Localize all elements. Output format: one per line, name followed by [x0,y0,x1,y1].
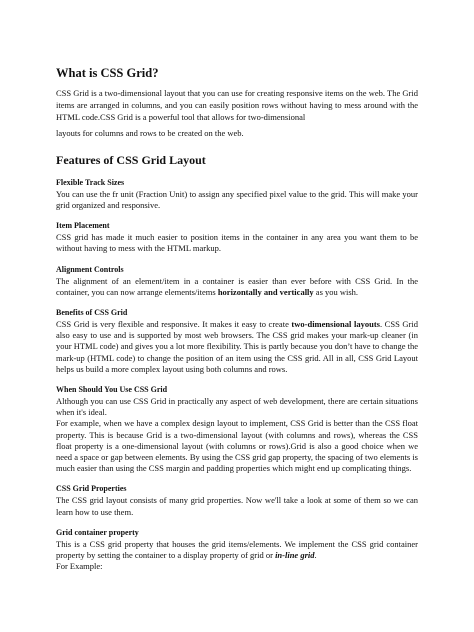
bold-italic-text: in-line grid [275,550,315,561]
section-text: CSS grid has made it much easier to position items in the container in any area you want them to be without having to mess with the HTML markup. [56,232,418,254]
section-text: For example, when we have a complex design layout to implement, CSS Grid is better than the CSS float property. This is because Grid is a two-dimensional layout (with columns and rows), whereas the CSS float property is a one-dimensional layout (with columns or rows).Grid is also a good choice when we need a space or gap between elements. By using the CSS grid gap property, the spacing of two elements is much easier than using the CSS margin and padding properties which might end up complicating things. [56,418,418,474]
section-text: For Example: [56,561,103,572]
section-text: The CSS grid layout consists of many grid properties. Now we'll take a look at some of them so we can learn how to use them. [56,495,418,517]
intro-text: CSS Grid is a two-dimensional layout that you can use for creating responsive items on the web. The Grid items are arranged in columns, and you can easily position rows without having to mess around with the HTML code.CSS Grid is a powerful tool that allows for two-dimensional [56,88,418,123]
section-grid-properties [56,483,418,517]
section-heading: Flexible Track Sizes [56,177,125,187]
page-title: What is CSS Grid? [56,66,159,80]
bold-text: horizontally and vertically [217,286,314,297]
section-text: Although you can use CSS Grid in practically any aspect of web development, there are certain situations when it's ideal. [56,396,418,418]
text-run: This is a CSS grid property that houses the grid items/elements. We implement the CSS grid container property by setting the container to a display property of grid or [56,538,418,561]
section-heading: CSS Grid Properties [56,484,127,494]
section-heading: Benefits of CSS Grid [56,308,128,318]
text-run: . CSS Grid also easy to use and is supported by most web browsers. The CSS grid makes your mark-up cleaner (in your HTML code) and gives you a lot more flexibility. This is partly because you don’t have to change the mark-up (HTML code) to change the position of an item using the CSS grid. All in all, CSS Grid Layout helps us build a more complex layout using both columns and rows. [56,319,418,374]
section-text [56,539,418,561]
features-heading: Features of CSS Grid Layout [56,152,206,167]
text-run: as you wish. [313,286,359,297]
section-heading: When Should You Use CSS Grid [56,385,168,395]
section-item-placement [56,220,418,254]
section-heading: Item Placement [56,221,110,231]
section-heading: Alignment Controls [56,264,124,274]
intro-text-last: layouts for columns and rows to be created on the web. [56,127,244,138]
text-run: CSS Grid is very flexible and responsive. It makes it easy to create [56,319,292,330]
text-run: The alignment of an element/item in a container is easier than ever before with CSS Grid. In the container, you can now arrange elements/items [56,275,418,297]
section-when-to-use [56,384,418,474]
section-benefits [56,307,418,375]
section-flexible-track-sizes [56,177,418,211]
intro-paragraph [56,87,418,139]
section-text: You can use the fr unit (Fraction Unit) to assign any specified pixel value to the grid. This will make your grid organized and responsive. [56,188,418,211]
section-grid-container-property [56,527,418,573]
section-heading: Grid container property [56,527,139,537]
section-text [56,319,418,375]
text-run: . [314,550,317,561]
bold-text: two-dimensional layouts [291,319,380,330]
section-text [56,276,418,298]
section-alignment-controls [56,264,418,298]
